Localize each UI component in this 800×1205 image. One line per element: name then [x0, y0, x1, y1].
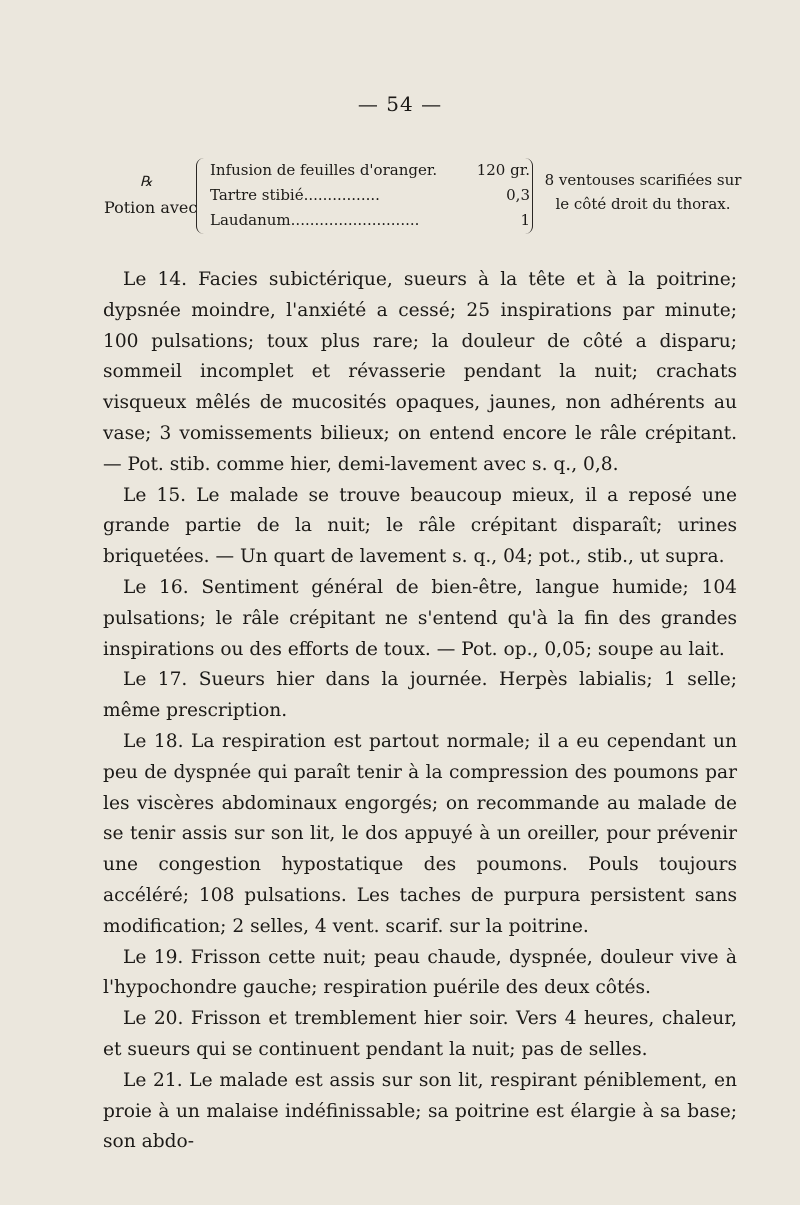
right-brace [524, 158, 533, 234]
paragraph-day-17: Le 17. Sueurs hier dans la journée. Herpès labialis; 1 selle; même prescription. [103, 669, 737, 722]
prescription-block [0, 150, 800, 240]
item-dose: 1 [520, 211, 530, 229]
recipe-symbol: ℞ [140, 174, 153, 190]
paragraph-day-18: Le 18. La respiration est partout normale; il a eu cependant un peu de dyspnée qui paraît tenir à la compression des poumons par les viscères abdominaux engorgés; on recommande au malade de se tenir assis sur son lit, le dos appuyé à un oreiller, pour prévenir une congestion hypostatique des poumons. Pouls toujours accéléré; 108 pulsations. Les taches de purpura persistent sans modification; 2 selles, 4 vent. scarif. sur la poitrine. [103, 730, 737, 937]
prescription-items [210, 158, 530, 233]
body-text [103, 265, 737, 1158]
paragraph-day-15: Le 15. Le malade se trouve beaucoup mieux, il a reposé une grande partie de la nuit; le râle crépitant disparaît; urines briquetées. — Un quart de lavement s. q., 04; pot., stib., ut supra. [103, 484, 737, 568]
item-dose: 0,3 [506, 186, 530, 204]
paragraph-day-20: Le 20. Frisson et tremblement hier soir. Vers 4 heures, chaleur, et sueurs qui se continuent pendant la nuit; pas de selles. [103, 1008, 737, 1060]
prescription-item [210, 208, 530, 233]
prescription-note: 8 ventouses scarifiées sur le côté droit du thorax. [544, 171, 742, 213]
paragraph-day-21: Le 21. Le malade est assis sur son lit, respirant péniblement, en proie à un malaise indéfinissable; sa poitrine est élargie à sa base; son abdo- [103, 1069, 737, 1153]
paragraph-day-14: Le 14. Facies subictérique, sueurs à la tête et à la poitrine; dypsnée moindre, l'anxiété a cessé; 25 inspirations par minute; 100 pulsations; toux plus rare; la douleur de côté a disparu; sommeil incomplet et révasserie pendant la nuit; crachats visqueux mêlés de mucosités opaques, jaunes, non adhérents au vase; 3 vomissements bilieux; on entend encore le râle crépitant. — Pot. stib. comme hier, demi-lavement avec s. q., 0,8. [103, 269, 737, 475]
prescription-item [210, 158, 530, 183]
paragraph-day-19: Le 19. Frisson cette nuit; peau chaude, dyspnée, douleur vive à l'hypochondre gauche; respiration puérile des deux côtés. [103, 946, 737, 999]
item-name: Laudanum........................... [210, 211, 420, 229]
page-number: — 54 — [357, 92, 443, 116]
prescription-label: Potion avec [104, 198, 198, 217]
paragraph-day-16: Le 16. Sentiment général de bien-être, langue humide; 104 pulsations; le râle crépitant ne s'entend qu'à la fin des grandes inspirations ou des efforts de toux. — Pot. op., 0,05; soupe au lait. [103, 576, 737, 660]
item-dose: 120 gr. [476, 161, 530, 179]
item-name: Tartre stibié................ [210, 186, 380, 204]
prescription-item [210, 183, 530, 208]
item-name: Infusion de feuilles d'oranger. [210, 161, 438, 179]
left-brace [196, 158, 207, 234]
